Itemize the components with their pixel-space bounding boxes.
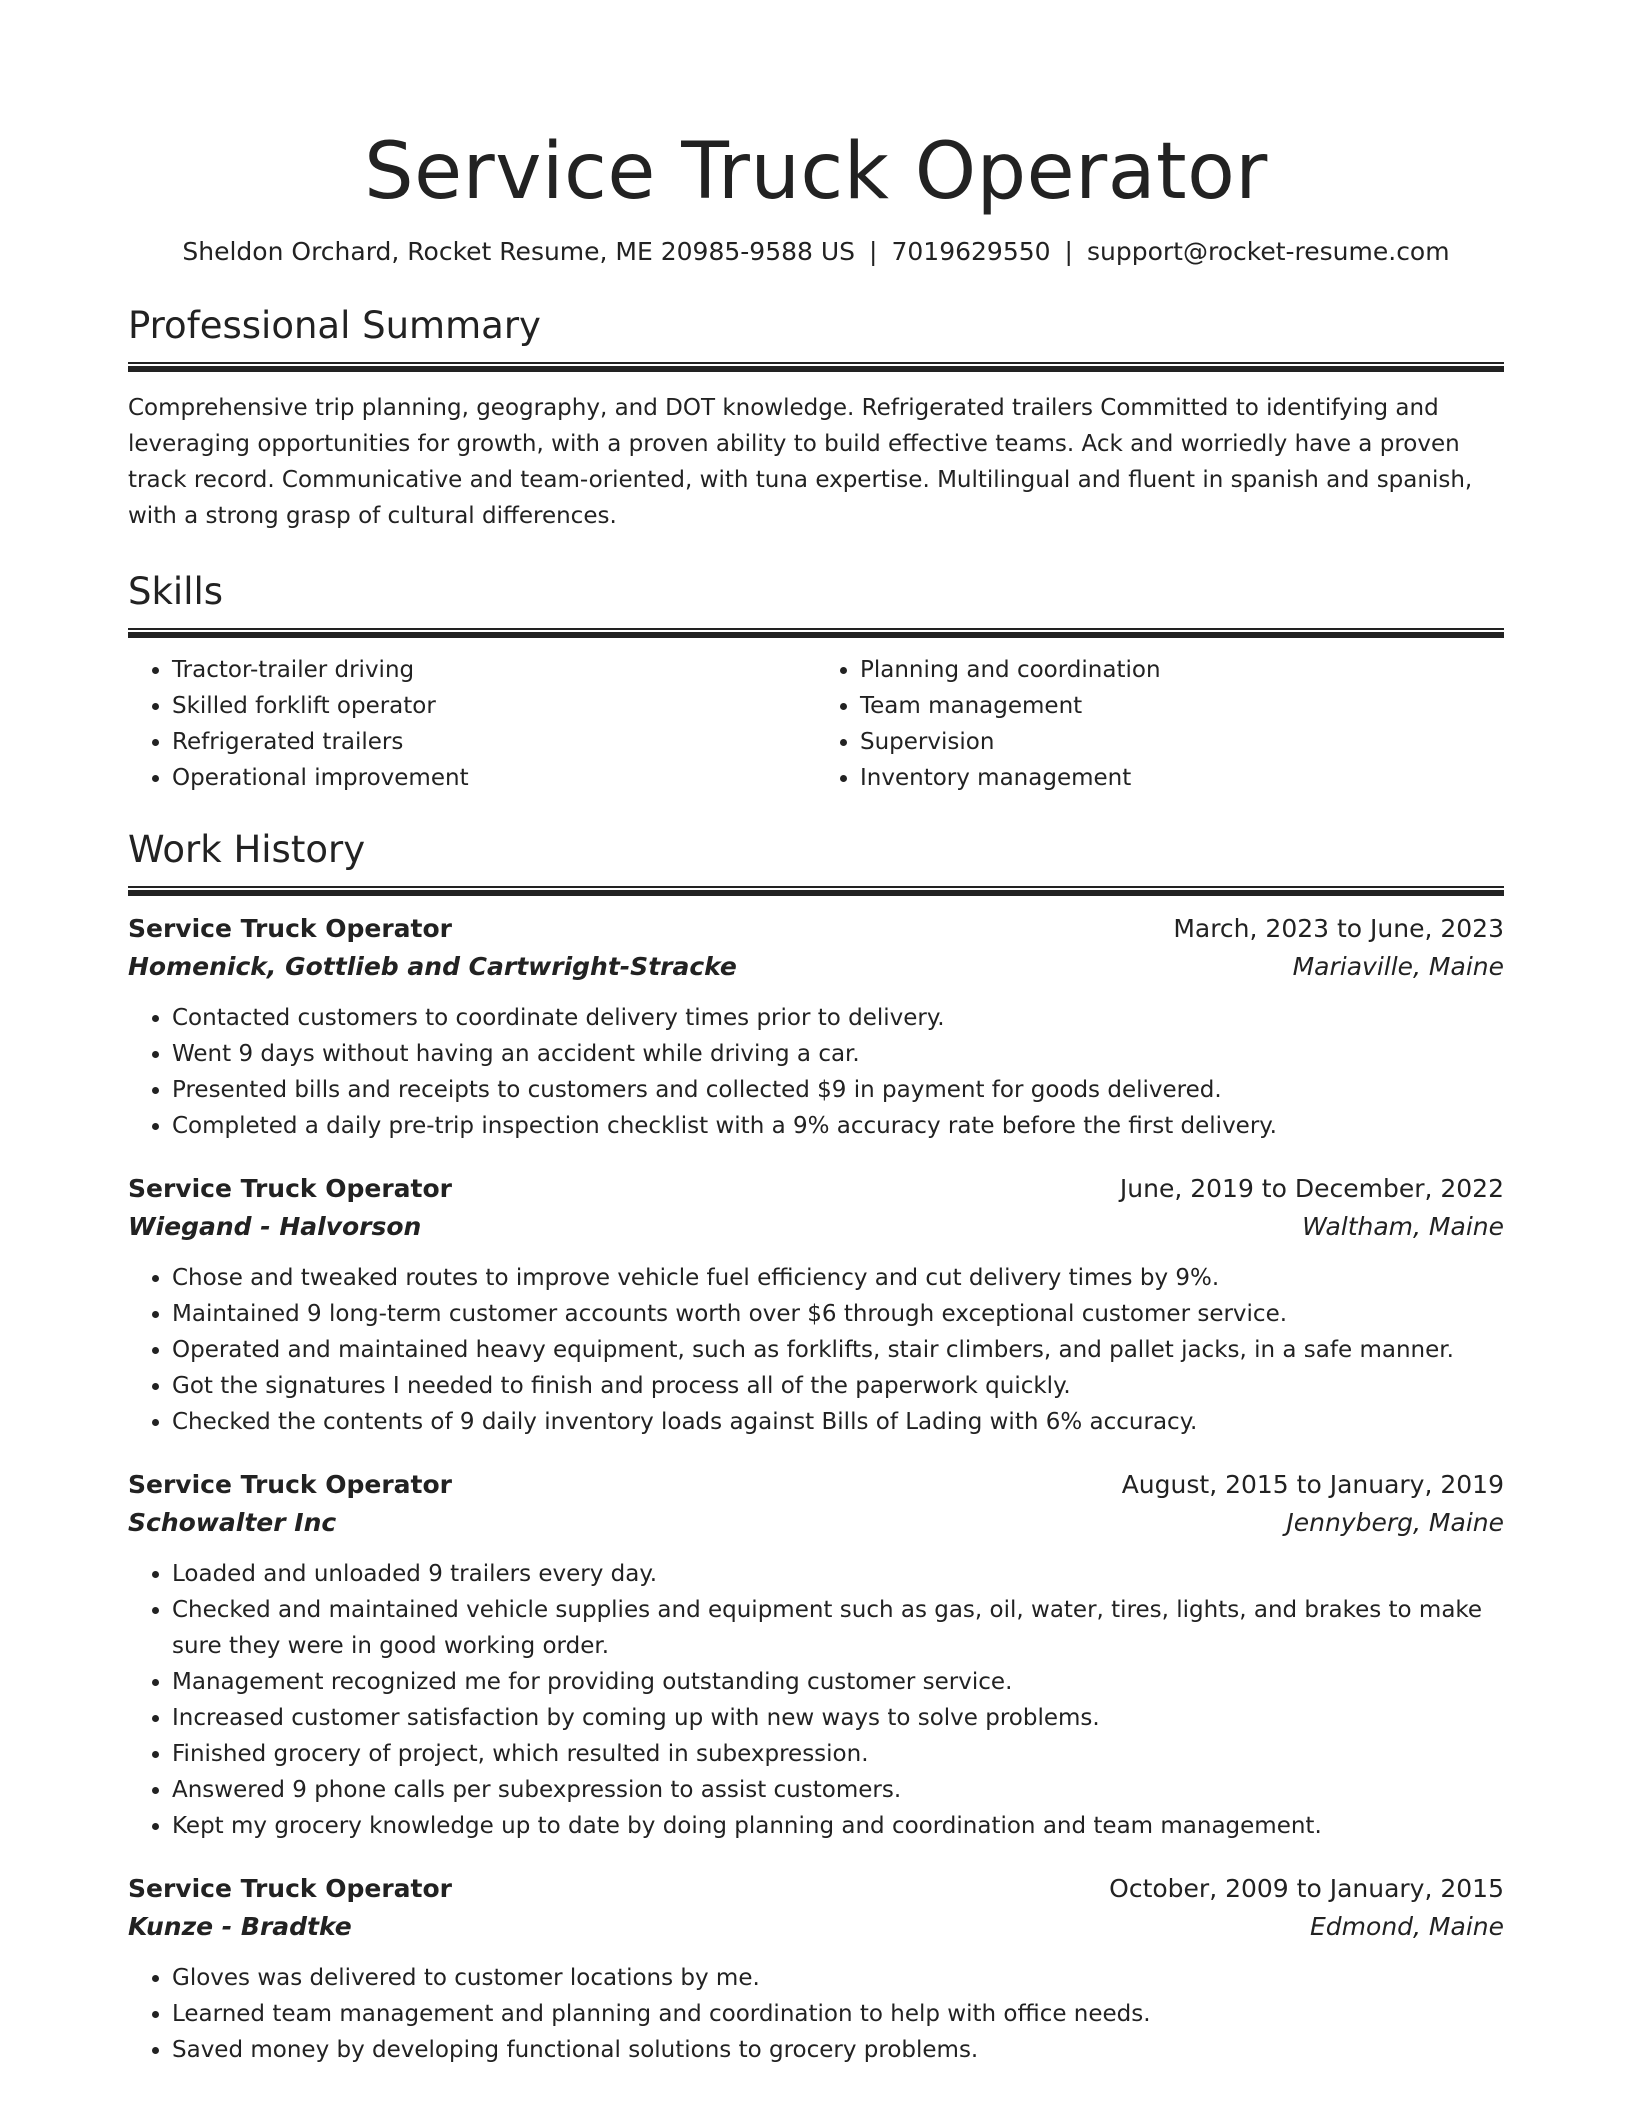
contact-email: support@rocket-resume.com: [1086, 237, 1450, 266]
section-divider: [128, 628, 1504, 638]
contact-address: Sheldon Orchard, Rocket Resume, ME 20985-9588 US: [182, 237, 856, 266]
job-bullet: • Maintained 9 long-term customer accounts worth over $6 through exceptional customer service.: [172, 1296, 1504, 1332]
job-bullet: • Management recognized me for providing outstanding customer service.: [172, 1664, 1504, 1700]
job-bullet: • Increased customer satisfaction by coming up with new ways to solve problems.: [172, 1700, 1504, 1736]
job-bullet: • Chose and tweaked routes to improve vehicle fuel efficiency and cut delivery times by 9%.: [172, 1260, 1504, 1296]
summary-section: [128, 302, 1504, 534]
job-entry: [128, 910, 1504, 1144]
job-subheader: [128, 1504, 1504, 1542]
skills-list-left: [128, 652, 816, 796]
job-company: Homenick, Gottlieb and Cartwright-Stracke: [128, 952, 737, 981]
job-bullet: • Finished grocery of project, which resulted in subexpression.: [172, 1736, 1504, 1772]
contact-separator: |: [1064, 237, 1073, 266]
section-divider: [128, 886, 1504, 896]
job-header: [128, 1170, 1504, 1208]
job-bullet-list: [128, 1000, 1504, 1144]
job-bullet: • Checked and maintained vehicle supplies and equipment such as gas, oil, water, tires, lights, and brakes to make sure they were in good working order.: [172, 1592, 1504, 1664]
job-bullet-list: [128, 1260, 1504, 1440]
job-entry: [128, 1170, 1504, 1440]
job-header: [128, 910, 1504, 948]
work-history-section: [128, 826, 1504, 2068]
job-bullet: • Checked the contents of 9 daily inventory loads against Bills of Lading with 6% accuracy.: [172, 1404, 1504, 1440]
section-title-summary: Professional Summary: [128, 304, 541, 347]
resume-name: Service Truck Operator: [364, 127, 1268, 217]
job-location: Waltham, Maine: [1302, 1212, 1504, 1241]
skills-section: [128, 568, 1504, 796]
job-title: Service Truck Operator: [128, 1470, 452, 1499]
contact-separator: |: [869, 237, 878, 266]
job-bullet: • Contacted customers to coordinate delivery times prior to delivery.: [172, 1000, 1504, 1036]
job-subheader: [128, 948, 1504, 986]
skill-item: • Inventory management: [860, 760, 1504, 796]
skill-item: • Team management: [860, 688, 1504, 724]
job-bullet: • Learned team management and planning and coordination to help with office needs.: [172, 1996, 1504, 2032]
resume-page: [128, 0, 1504, 2068]
skill-item: • Supervision: [860, 724, 1504, 760]
section-title-work-history: Work History: [128, 828, 366, 871]
skills-columns: [128, 652, 1504, 796]
job-title: Service Truck Operator: [128, 1174, 452, 1203]
job-bullet: • Kept my grocery knowledge up to date by doing planning and coordination and team management.: [172, 1808, 1504, 1844]
job-subheader: [128, 1908, 1504, 1946]
job-dates: June, 2019 to December, 2022: [1119, 1174, 1504, 1203]
job-dates: October, 2009 to January, 2015: [1109, 1874, 1504, 1903]
job-company: Wiegand - Halvorson: [128, 1212, 422, 1241]
job-dates: August, 2015 to January, 2019: [1121, 1470, 1504, 1499]
job-bullet: • Completed a daily pre-trip inspection checklist with a 9% accuracy rate before the first delivery.: [172, 1108, 1504, 1144]
job-location: Mariaville, Maine: [1292, 952, 1504, 981]
job-bullet: • Answered 9 phone calls per subexpression to assist customers.: [172, 1772, 1504, 1808]
job-company: Kunze - Bradtke: [128, 1912, 352, 1941]
skill-item: • Skilled forklift operator: [172, 688, 816, 724]
job-company: Schowalter Inc: [128, 1508, 337, 1537]
job-bullet: • Saved money by developing functional solutions to grocery problems.: [172, 2032, 1504, 2068]
job-header: [128, 1466, 1504, 1504]
skill-item: • Refrigerated trailers: [172, 724, 816, 760]
job-bullet-list: [128, 1556, 1504, 1844]
job-location: Edmond, Maine: [1310, 1912, 1504, 1941]
skill-item: • Planning and coordination: [860, 652, 1504, 688]
contact-line: [128, 236, 1504, 268]
job-dates: March, 2023 to June, 2023: [1173, 914, 1504, 943]
job-bullet: • Loaded and unloaded 9 trailers every day.: [172, 1556, 1504, 1592]
job-bullet: • Presented bills and receipts to customers and collected $9 in payment for goods delivered.: [172, 1072, 1504, 1108]
job-title: Service Truck Operator: [128, 914, 452, 943]
job-entry: [128, 1870, 1504, 2068]
skill-item: • Tractor-trailer driving: [172, 652, 816, 688]
job-entry: [128, 1466, 1504, 1844]
job-location: Jennyberg, Maine: [1286, 1508, 1504, 1537]
job-bullet: • Operated and maintained heavy equipment, such as forklifts, stair climbers, and pallet jacks, in a safe manner.: [172, 1332, 1504, 1368]
job-subheader: [128, 1208, 1504, 1246]
job-title: Service Truck Operator: [128, 1874, 452, 1903]
job-bullet: • Went 9 days without having an accident while driving a car.: [172, 1036, 1504, 1072]
section-divider: [128, 362, 1504, 372]
job-bullet-list: [128, 1960, 1504, 2068]
summary-text: Comprehensive trip planning, geography, and DOT knowledge. Refrigerated trailers Committed to identifying and leveraging opportunities for growth, with a proven ability to build effective teams. Ack and worriedly have a proven track record. Communicative and team-oriented, with tuna expertise. Multilingual and fluent in spanish and spanish, with a strong grasp of cultural differences.: [128, 395, 1473, 529]
skill-item: • Operational improvement: [172, 760, 816, 796]
job-bullet: • Gloves was delivered to customer locations by me.: [172, 1960, 1504, 1996]
job-bullet: • Got the signatures I needed to finish and process all of the paperwork quickly.: [172, 1368, 1504, 1404]
skills-list-right: [816, 652, 1504, 796]
section-title-skills: Skills: [128, 570, 224, 613]
contact-phone: 7019629550: [891, 237, 1051, 266]
job-header: [128, 1870, 1504, 1908]
